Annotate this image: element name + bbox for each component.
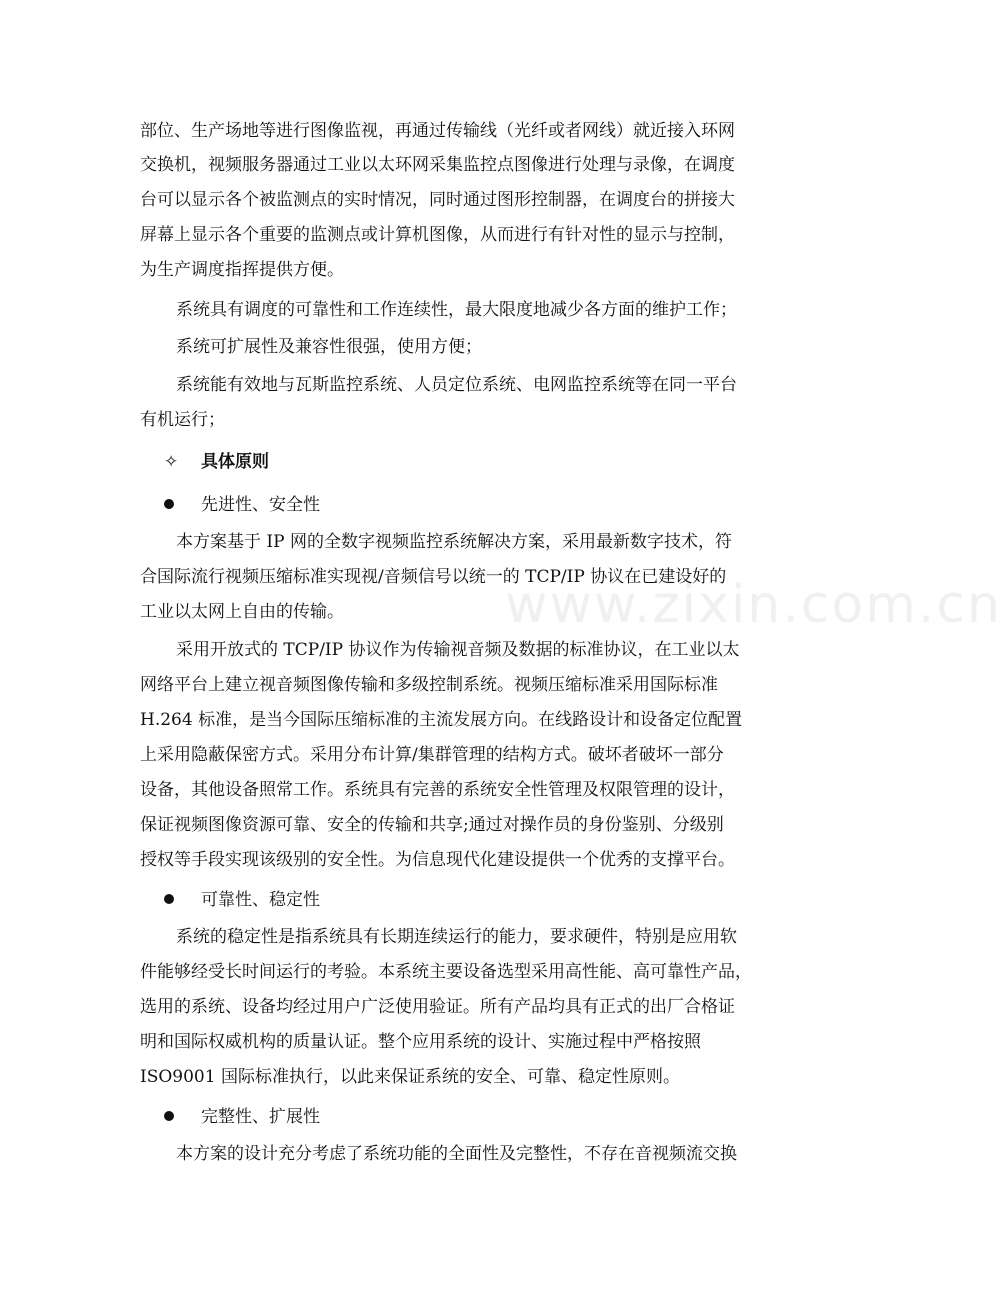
body-text-line: 部位、生产场地等进行图像监视，再通过传输线（光纤或者网线）就近接入环网 — [140, 121, 735, 141]
section-heading-text: 具体原则 — [201, 452, 269, 472]
body-text-line: 为生产调度指挥提供方便。 — [140, 260, 344, 280]
principle-title: 完整性、扩展性 — [164, 1107, 320, 1127]
body-text-line: 系统可扩展性及兼容性很强，使用方便； — [176, 337, 482, 357]
body-text-line: 明和国际权威机构的质量认证。整个应用系统的设计、实施过程中严格按照 — [140, 1032, 701, 1052]
principle-title: 先进性、安全性 — [164, 495, 320, 515]
body-text-line: 工业以太网上自由的传输。 — [140, 602, 344, 622]
body-text-line: 系统的稳定性是指系统具有长期连续运行的能力，要求硬件，特别是应用软 — [176, 927, 737, 947]
body-text-line: 上采用隐蔽保密方式。采用分布计算/集群管理的结构方式。破坏者破坏一部分 — [140, 745, 724, 765]
bullet-dot-icon — [164, 1111, 174, 1121]
body-text-line: 设备，其他设备照常工作。系统具有完善的系统安全性管理及权限管理的设计， — [140, 780, 735, 800]
diamond-star-icon: ✧ — [164, 452, 179, 472]
section-heading — [164, 452, 269, 472]
body-text-line: ISO9001 国际标准执行，以此来保证系统的安全、可靠、稳定性原则。 — [140, 1067, 680, 1087]
body-text-line: 选用的系统、设备均经过用户广泛使用验证。所有产品均具有正式的出厂合格证 — [140, 997, 735, 1017]
body-text-line: 本方案的设计充分考虑了系统功能的全面性及完整性，不存在音视频流交换 — [176, 1144, 737, 1164]
body-text-line: 授权等手段实现该级别的安全性。为信息现代化建设提供一个优秀的支撑平台。 — [140, 850, 735, 870]
body-text-line: 件能够经受长时间运行的考验。本系统主要设备选型采用高性能、高可靠性产品， — [140, 962, 752, 982]
bullet-dot-icon — [164, 499, 174, 509]
principle-title: 可靠性、稳定性 — [164, 890, 320, 910]
body-text-line: 屏幕上显示各个重要的监测点或计算机图像，从而进行有针对性的显示与控制， — [140, 225, 735, 245]
body-text-line: 合国际流行视频压缩标准实现视/音频信号以统一的 TCP/IP 协议在已建设好的 — [140, 567, 727, 587]
body-text-line: 系统具有调度的可靠性和工作连续性，最大限度地减少各方面的维护工作； — [176, 300, 737, 320]
body-text-line: 保证视频图像资源可靠、安全的传输和共享;通过对操作员的身份鉴别、分级别 — [140, 815, 724, 835]
body-text-line: 交换机，视频服务器通过工业以太环网采集监控点图像进行处理与录像，在调度 — [140, 155, 735, 175]
bullet-dot-icon — [164, 894, 174, 904]
body-text-line: 网络平台上建立视音频图像传输和多级控制系统。视频压缩标准采用国际标准 — [140, 675, 718, 695]
body-text-line: 系统能有效地与瓦斯监控系统、人员定位系统、电网监控系统等在同一平台 — [176, 375, 737, 395]
watermark: www.zixin.com.cn — [505, 575, 1002, 635]
body-text-line: 采用开放式的 TCP/IP 协议作为传输视音频及数据的标准协议，在工业以太 — [176, 640, 740, 660]
body-text-line: 有机运行； — [140, 410, 225, 430]
body-text-line: 本方案基于 IP 网的全数字视频监控系统解决方案，采用最新数字技术，符 — [176, 532, 732, 552]
body-text-line: H.264 标准，是当今国际压缩标准的主流发展方向。在线路设计和设备定位配置 — [140, 710, 743, 730]
body-text-line: 台可以显示各个被监测点的实时情况，同时通过图形控制器，在调度台的拼接大 — [140, 190, 735, 210]
